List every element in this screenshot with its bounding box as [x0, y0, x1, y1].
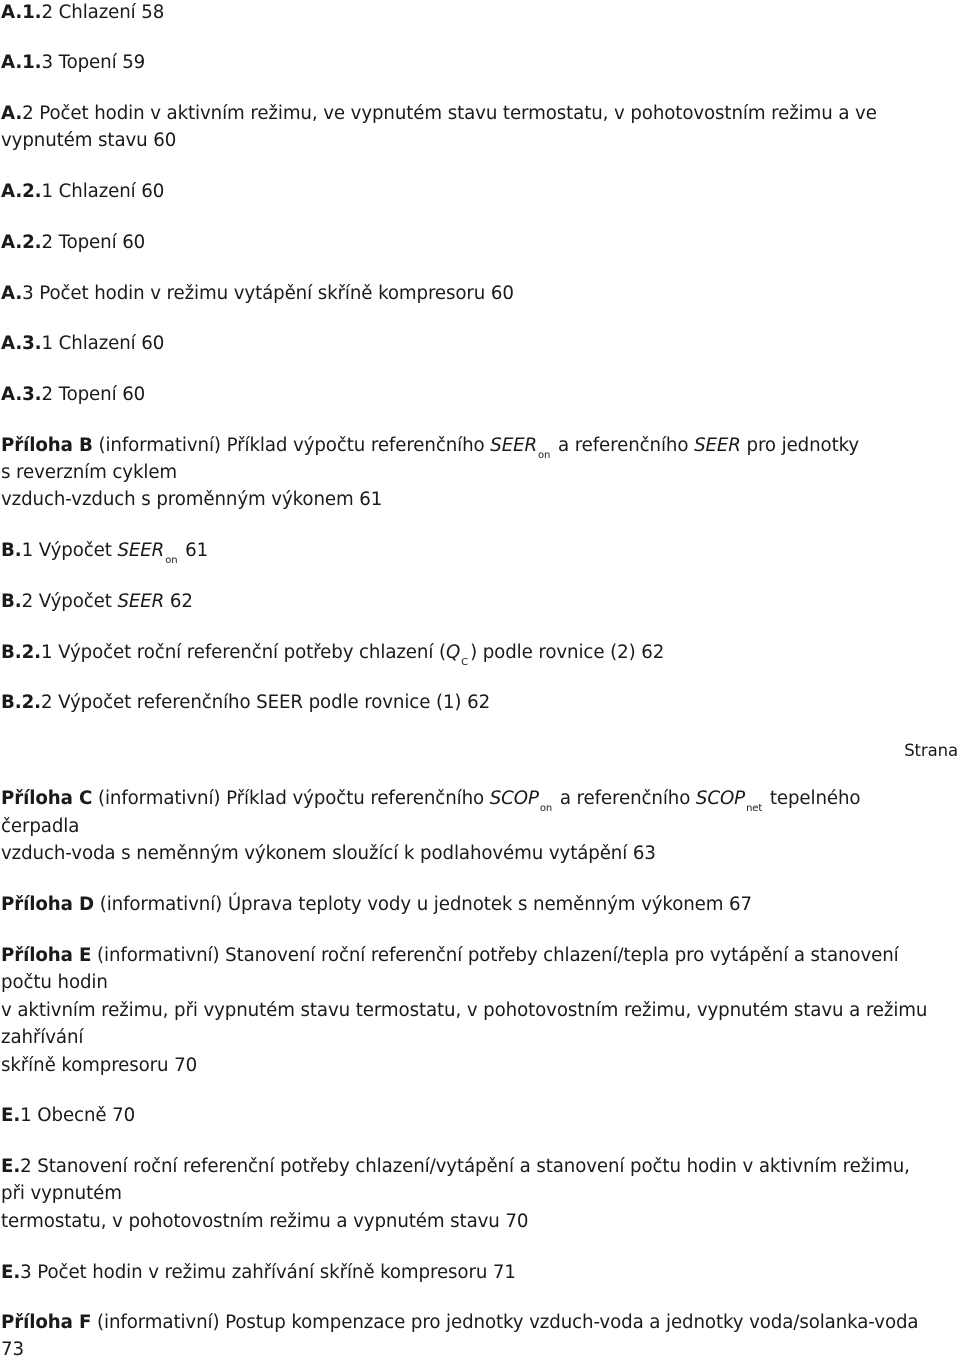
- entry-text: Počet hodin v aktivním režimu, ve vypnutém stavu termostatu, v pohotovostním režimu a ve: [33, 103, 877, 124]
- entry-text: Topení 60: [52, 384, 146, 405]
- toc-entry-priloha-e-line2[interactable]: [1, 972, 108, 994]
- section-number-suffix: 2: [21, 591, 34, 612]
- entry-text: zahřívání: [1, 1027, 84, 1048]
- section-number: B.: [1, 591, 22, 612]
- section-number: A.1.: [1, 2, 42, 23]
- annex-label: Příloha F: [1, 1312, 92, 1333]
- entry-text: Chlazení 58: [52, 2, 165, 23]
- toc-entry-priloha-c-line2[interactable]: [1, 816, 79, 838]
- section-number-suffix: 2: [41, 232, 53, 253]
- toc-entry-priloha-d[interactable]: [1, 894, 752, 916]
- toc-entry-a3[interactable]: [1, 283, 514, 305]
- section-number: B.2.: [1, 642, 41, 663]
- entry-text: čerpadla: [1, 816, 80, 837]
- annex-label: Příloha C: [1, 788, 93, 809]
- section-number: A.2.: [1, 232, 42, 253]
- toc-entry-e2[interactable]: [1, 1156, 910, 1178]
- toc-entry-a13[interactable]: [1, 52, 145, 74]
- entry-text: Výpočet: [33, 540, 118, 561]
- subscript-on: on: [538, 450, 551, 461]
- toc-entry-b2[interactable]: [1, 591, 193, 613]
- symbol-scop: SCOP: [695, 788, 746, 809]
- section-number: E.: [1, 1262, 21, 1283]
- toc-entry-a21[interactable]: [1, 181, 164, 203]
- toc-entry-e1[interactable]: [1, 1105, 135, 1127]
- section-number-suffix: 2: [22, 103, 34, 124]
- toc-entry-e2-line2[interactable]: [1, 1183, 122, 1205]
- entry-text: pro jednotky: [740, 435, 860, 456]
- section-number: A.1.: [1, 52, 42, 73]
- toc-entry-priloha-f[interactable]: [1, 1312, 918, 1334]
- entry-text: Stanovení roční referenční potřeby chlazení/vytápění a stanovení počtu hodin v aktivním režimu,: [31, 1156, 910, 1177]
- entry-text: termostatu, v pohotovostním režimu a vypnutém stavu 70: [1, 1211, 529, 1232]
- entry-text: tepelného: [764, 788, 861, 809]
- toc-entry-a32[interactable]: [1, 384, 145, 406]
- entry-text: počtu hodin: [1, 972, 108, 993]
- section-number: A.2.: [1, 181, 42, 202]
- section-number-suffix: 3: [22, 283, 34, 304]
- symbol-seer: SEER: [694, 435, 741, 456]
- symbol-seer: SEER: [117, 540, 165, 561]
- section-number-suffix: 1: [41, 333, 53, 354]
- entry-text: Chlazení 60: [52, 333, 165, 354]
- toc-entry-b1[interactable]: [1, 540, 208, 565]
- entry-text: Chlazení 60: [52, 181, 165, 202]
- entry-text: ) podle rovnice (2) 62: [470, 642, 665, 663]
- toc-entry-priloha-e[interactable]: [1, 945, 899, 967]
- symbol-scop: SCOP: [489, 788, 539, 809]
- entry-text: (informativní) Postup kompenzace pro jednotky vzduch-voda a jednotky voda/solanka-voda: [91, 1312, 919, 1333]
- section-number: B.2.: [1, 692, 41, 713]
- toc-entry-priloha-b-line3[interactable]: [1, 489, 382, 511]
- toc-entry-a12[interactable]: [1, 2, 164, 24]
- entry-text: Výpočet roční referenční potřeby chlazení (: [52, 642, 446, 663]
- section-number-suffix: 1: [21, 540, 34, 561]
- entry-text: (informativní) Příklad výpočtu referenčního: [92, 435, 491, 456]
- toc-entry-a31[interactable]: [1, 333, 164, 355]
- entry-text: 62: [164, 591, 193, 612]
- subscript-c: C: [461, 657, 469, 668]
- section-number: A.: [1, 103, 23, 124]
- symbol-seer: SEER: [117, 591, 165, 612]
- entry-text: Topení 59: [52, 52, 146, 73]
- toc-entry-priloha-e-line5[interactable]: [1, 1055, 197, 1077]
- entry-text: (informativní) Úprava teploty vody u jednotek s neměnným výkonem 67: [94, 894, 752, 915]
- entry-text: Výpočet: [33, 591, 118, 612]
- entry-text: a referenčního: [552, 435, 695, 456]
- entry-text: a referenčního: [554, 788, 696, 809]
- toc-entry-priloha-e-line3[interactable]: [1, 1000, 927, 1022]
- subscript-on: on: [539, 803, 553, 814]
- symbol-q: Q: [445, 642, 461, 663]
- entry-text: 61: [179, 540, 209, 561]
- entry-text: Obecně 70: [31, 1105, 136, 1126]
- section-number-suffix: 2: [40, 692, 53, 713]
- subscript-on: on: [165, 555, 178, 566]
- entry-text: vzduch-vzduch s proměnným výkonem 61: [1, 489, 383, 510]
- section-number: A.: [1, 283, 23, 304]
- entry-text: s reverzním cyklem: [1, 462, 178, 483]
- section-number-suffix: 1: [41, 181, 53, 202]
- annex-label: Příloha D: [1, 894, 95, 915]
- toc-entry-priloha-e-line4[interactable]: [1, 1027, 83, 1049]
- subscript-net: net: [746, 803, 763, 814]
- entry-text: v aktivním režimu, při vypnutém stavu termostatu, v pohotovostním režimu, vypnutém stavu a režimu: [1, 1000, 928, 1021]
- entry-text: vzduch-voda s neměnným výkonem sloužící k podlahovému vytápění 63: [1, 843, 656, 864]
- toc-entry-e2-line3[interactable]: [1, 1211, 528, 1233]
- entry-text: při vypnutém: [1, 1183, 122, 1204]
- entry-text: Topení 60: [52, 232, 146, 253]
- symbol-seer: SEER: [490, 435, 538, 456]
- toc-entry-priloha-f-line2[interactable]: [1, 1339, 24, 1361]
- section-number-suffix: 3: [20, 1262, 32, 1283]
- entry-text: vypnutém stavu 60: [1, 130, 177, 151]
- toc-entry-priloha-c[interactable]: [1, 788, 860, 813]
- toc-entry-b22[interactable]: [1, 692, 490, 714]
- entry-text: Výpočet referenčního SEER podle rovnice (1) 62: [52, 692, 491, 713]
- section-number: E.: [1, 1105, 21, 1126]
- entry-text: skříně kompresoru 70: [1, 1055, 198, 1076]
- entry-text: (informativní) Stanovení roční referenční potřeby chlazení/tepla pro vytápění a stanovení: [91, 945, 899, 966]
- section-number-suffix: 1: [40, 642, 53, 663]
- toc-entry-priloha-c-line3[interactable]: [1, 843, 656, 865]
- section-number: B.: [1, 540, 22, 561]
- section-number: A.3.: [1, 384, 42, 405]
- entry-text: (informativní) Příklad výpočtu referenčního: [92, 788, 490, 809]
- section-number-suffix: 2: [20, 1156, 32, 1177]
- page-column-header: Strana: [904, 741, 958, 760]
- toc-entry-priloha-b[interactable]: [1, 435, 859, 460]
- annex-label: Příloha B: [1, 435, 93, 456]
- section-number-suffix: 3: [41, 52, 53, 73]
- section-number-suffix: 2: [41, 384, 53, 405]
- entry-text: Počet hodin v režimu zahřívání skříně kompresoru 71: [31, 1262, 516, 1283]
- section-number: E.: [1, 1156, 21, 1177]
- toc-entry-e3[interactable]: [1, 1262, 516, 1284]
- entry-text: 73: [1, 1339, 24, 1360]
- toc-entry-a2-continued[interactable]: [1, 130, 176, 152]
- toc-entry-b21[interactable]: [1, 642, 664, 667]
- toc-entry-priloha-b-line2[interactable]: [1, 462, 177, 484]
- toc-entry-a2[interactable]: [1, 103, 877, 125]
- section-number-suffix: 2: [41, 2, 53, 23]
- section-number-suffix: 1: [20, 1105, 32, 1126]
- toc-entry-a22[interactable]: [1, 232, 145, 254]
- section-number: A.3.: [1, 333, 42, 354]
- entry-text: Počet hodin v režimu vytápění skříně kompresoru 60: [33, 283, 514, 304]
- annex-label: Příloha E: [1, 945, 92, 966]
